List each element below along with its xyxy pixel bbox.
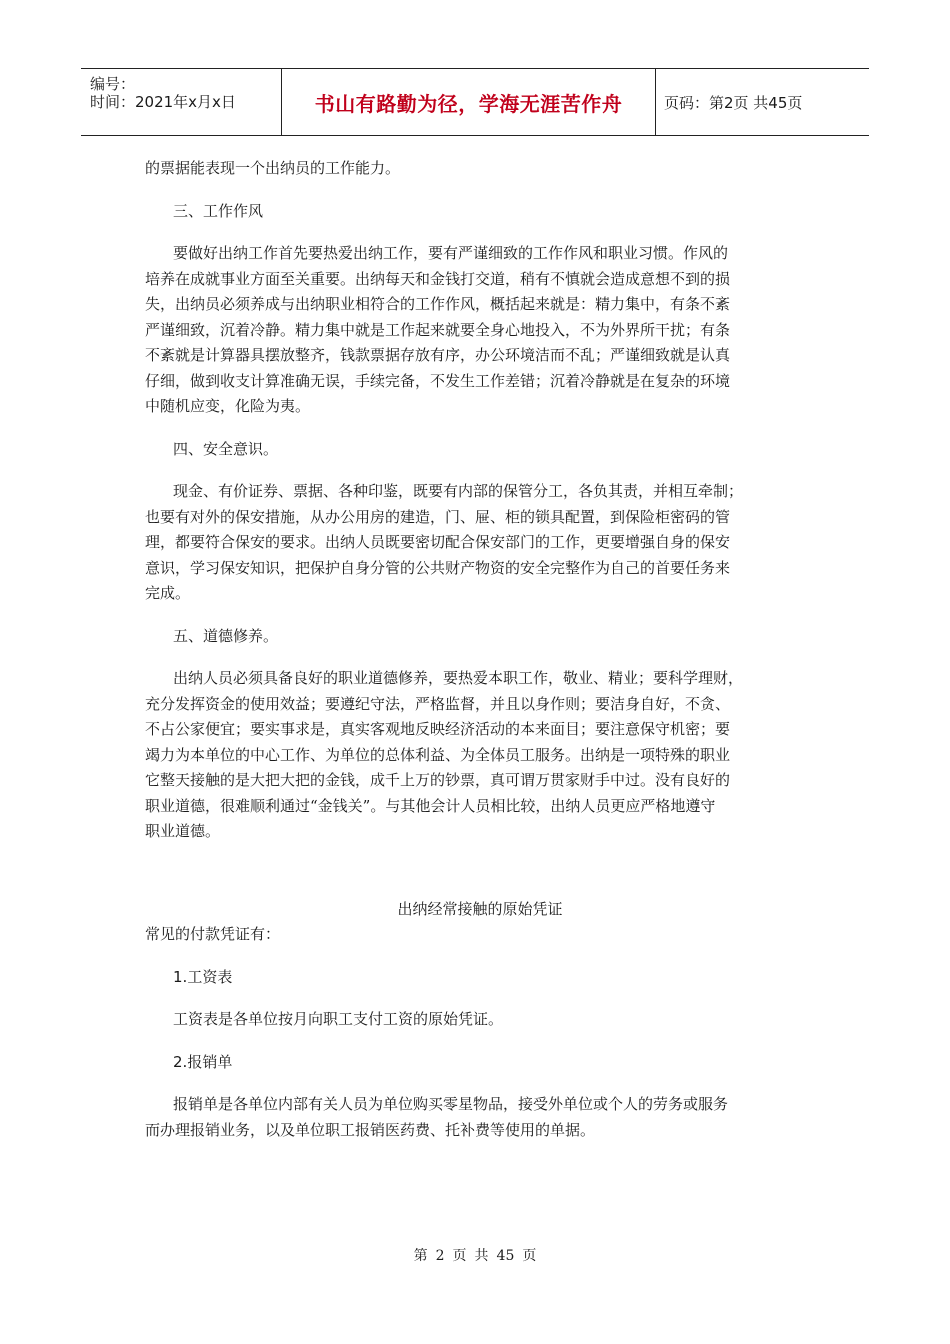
section-title-4: 四、安全意识。 (173, 439, 279, 458)
footer-page-number: 2 (435, 1248, 445, 1264)
paragraph-line: 也要有对外的保安措施，从办公用房的建造，门、屉、柜的锁具配置，到保险柜密码的管 (145, 507, 731, 526)
item-2-heading (145, 1050, 815, 1076)
footer-gong: 共 (474, 1248, 489, 1264)
paragraph-line: 培养在成就事业方面至关重要。出纳每天和金钱打交道，稍有不慎就会造成意想不到的损 (145, 269, 731, 288)
paragraph-line: 它整天接触的是大把大把的金钱，成千上万的钞票，真可谓万贯家财手中过。没有良好的 (145, 771, 731, 789)
section-4-paragraph (145, 479, 815, 607)
paragraph-line: 不紊就是计算器具摆放整齐，钱款票据存放有序，办公环境洁而不乱；严谨细致就是认真 (145, 346, 731, 364)
item-2-paragraph (145, 1092, 815, 1143)
paragraph-line: 出纳人员必须具备良好的职业道德修养，要热爱本职工作，敬业、精业；要科学理财， (173, 669, 744, 687)
section-title-3: 三、工作作风 (173, 201, 264, 220)
vouchers-title: 出纳经常接触的原始凭证 (397, 899, 563, 918)
item-1-text: 工资表是各单位按月向职工支付工资的原始凭证。 (173, 1010, 504, 1028)
intro-line: 的票据能表现一个出纳员的工作能力。 (145, 159, 401, 177)
paragraph-line: 不占公家便宜；要实事求是，真实客观地反映经济活动的本来面目；要注意保守机密；要 (145, 720, 731, 738)
paragraph-line: 理，都要符合保安的要求。出纳人员既要密切配合保安部门的工作，更要增强自身的保安 (145, 533, 731, 551)
paragraph-line: 职业道德，很难顺利通过“金钱关”。与其他会计人员相比较，出纳人员更应严格地遵守 (145, 796, 716, 815)
item-2-number: 2. (173, 1052, 188, 1071)
page-info-text: 页码：第2页 共45页 (664, 93, 803, 112)
footer-ye2: 页 (522, 1248, 537, 1264)
footer-total-pages: 45 (496, 1248, 515, 1264)
motto-text: 书山有路勤为径，学海无涯苦作舟 (314, 91, 623, 116)
item-1-title: 工资表 (187, 967, 233, 986)
date-label: 时间：2021年x月x日 (90, 93, 236, 111)
paragraph-line: 竭力为本单位的中心工作、为单位的总体利益、为全体员工服务。出纳是一项特殊的职业 (145, 745, 731, 764)
paragraph-line: 而办理报销业务，以及单位职工报销医药费、托补费等使用的单据。 (145, 1120, 596, 1139)
paragraph-line: 充分发挥资金的使用效益；要遵纪守法，严格监督，并且以身作则；要洁身自好，不贪、 (145, 694, 731, 713)
paragraph-line: 失，出纳员必须养成与出纳职业相符合的工作作风，概括起来就是：精力集中，有条不紊 (145, 295, 731, 313)
document-body (145, 150, 815, 1143)
paragraph-line: 完成。 (145, 584, 191, 602)
section-5-paragraph (145, 666, 815, 845)
header-page-info (656, 69, 869, 135)
vouchers-intro: 常见的付款凭证有： (145, 925, 281, 943)
paragraph-line: 仔细，做到收支计算准确无误，手续完备，不发生工作差错；沉着冷静就是在复杂的环境 (145, 371, 731, 390)
paragraph-line: 意识，学习保安知识，把保护自身分管的公共财产物资的安全完整作为自己的首要任务来 (145, 558, 731, 577)
paragraph-line: 严谨细致，沉着冷静。精力集中就是工作起来就要全身心地投入，不为外界所干扰；有条 (145, 320, 731, 339)
section-title-5: 五、道德修养。 (173, 626, 279, 645)
header-meta (81, 69, 282, 135)
paragraph-line: 中随机应变，化险为夷。 (145, 397, 311, 415)
footer-ye: 页 (452, 1248, 467, 1264)
paragraph-line: 职业道德。 (145, 822, 221, 840)
paragraph-line: 现金、有价证券、票据、各种印鉴，既要有内部的保管分工，各负其责，并相互牵制； (173, 482, 744, 500)
footer-di: 第 (413, 1248, 428, 1264)
section-3-paragraph (145, 241, 815, 420)
item-1-number: 1. (173, 967, 188, 986)
paragraph-line: 要做好出纳工作首先要热爱出纳工作，要有严谨细致的工作作风和职业习惯。作风的 (173, 244, 729, 262)
item-2-title: 报销单 (187, 1052, 233, 1071)
paragraph-line: 报销单是各单位内部有关人员为单位购买零星物品，接受外单位或个人的劳务或服务 (173, 1095, 729, 1113)
page-footer (0, 1245, 950, 1265)
serial-label: 编号： (90, 75, 136, 93)
page-header (81, 68, 869, 136)
header-motto-cell (282, 69, 656, 135)
item-1-heading (145, 965, 815, 991)
